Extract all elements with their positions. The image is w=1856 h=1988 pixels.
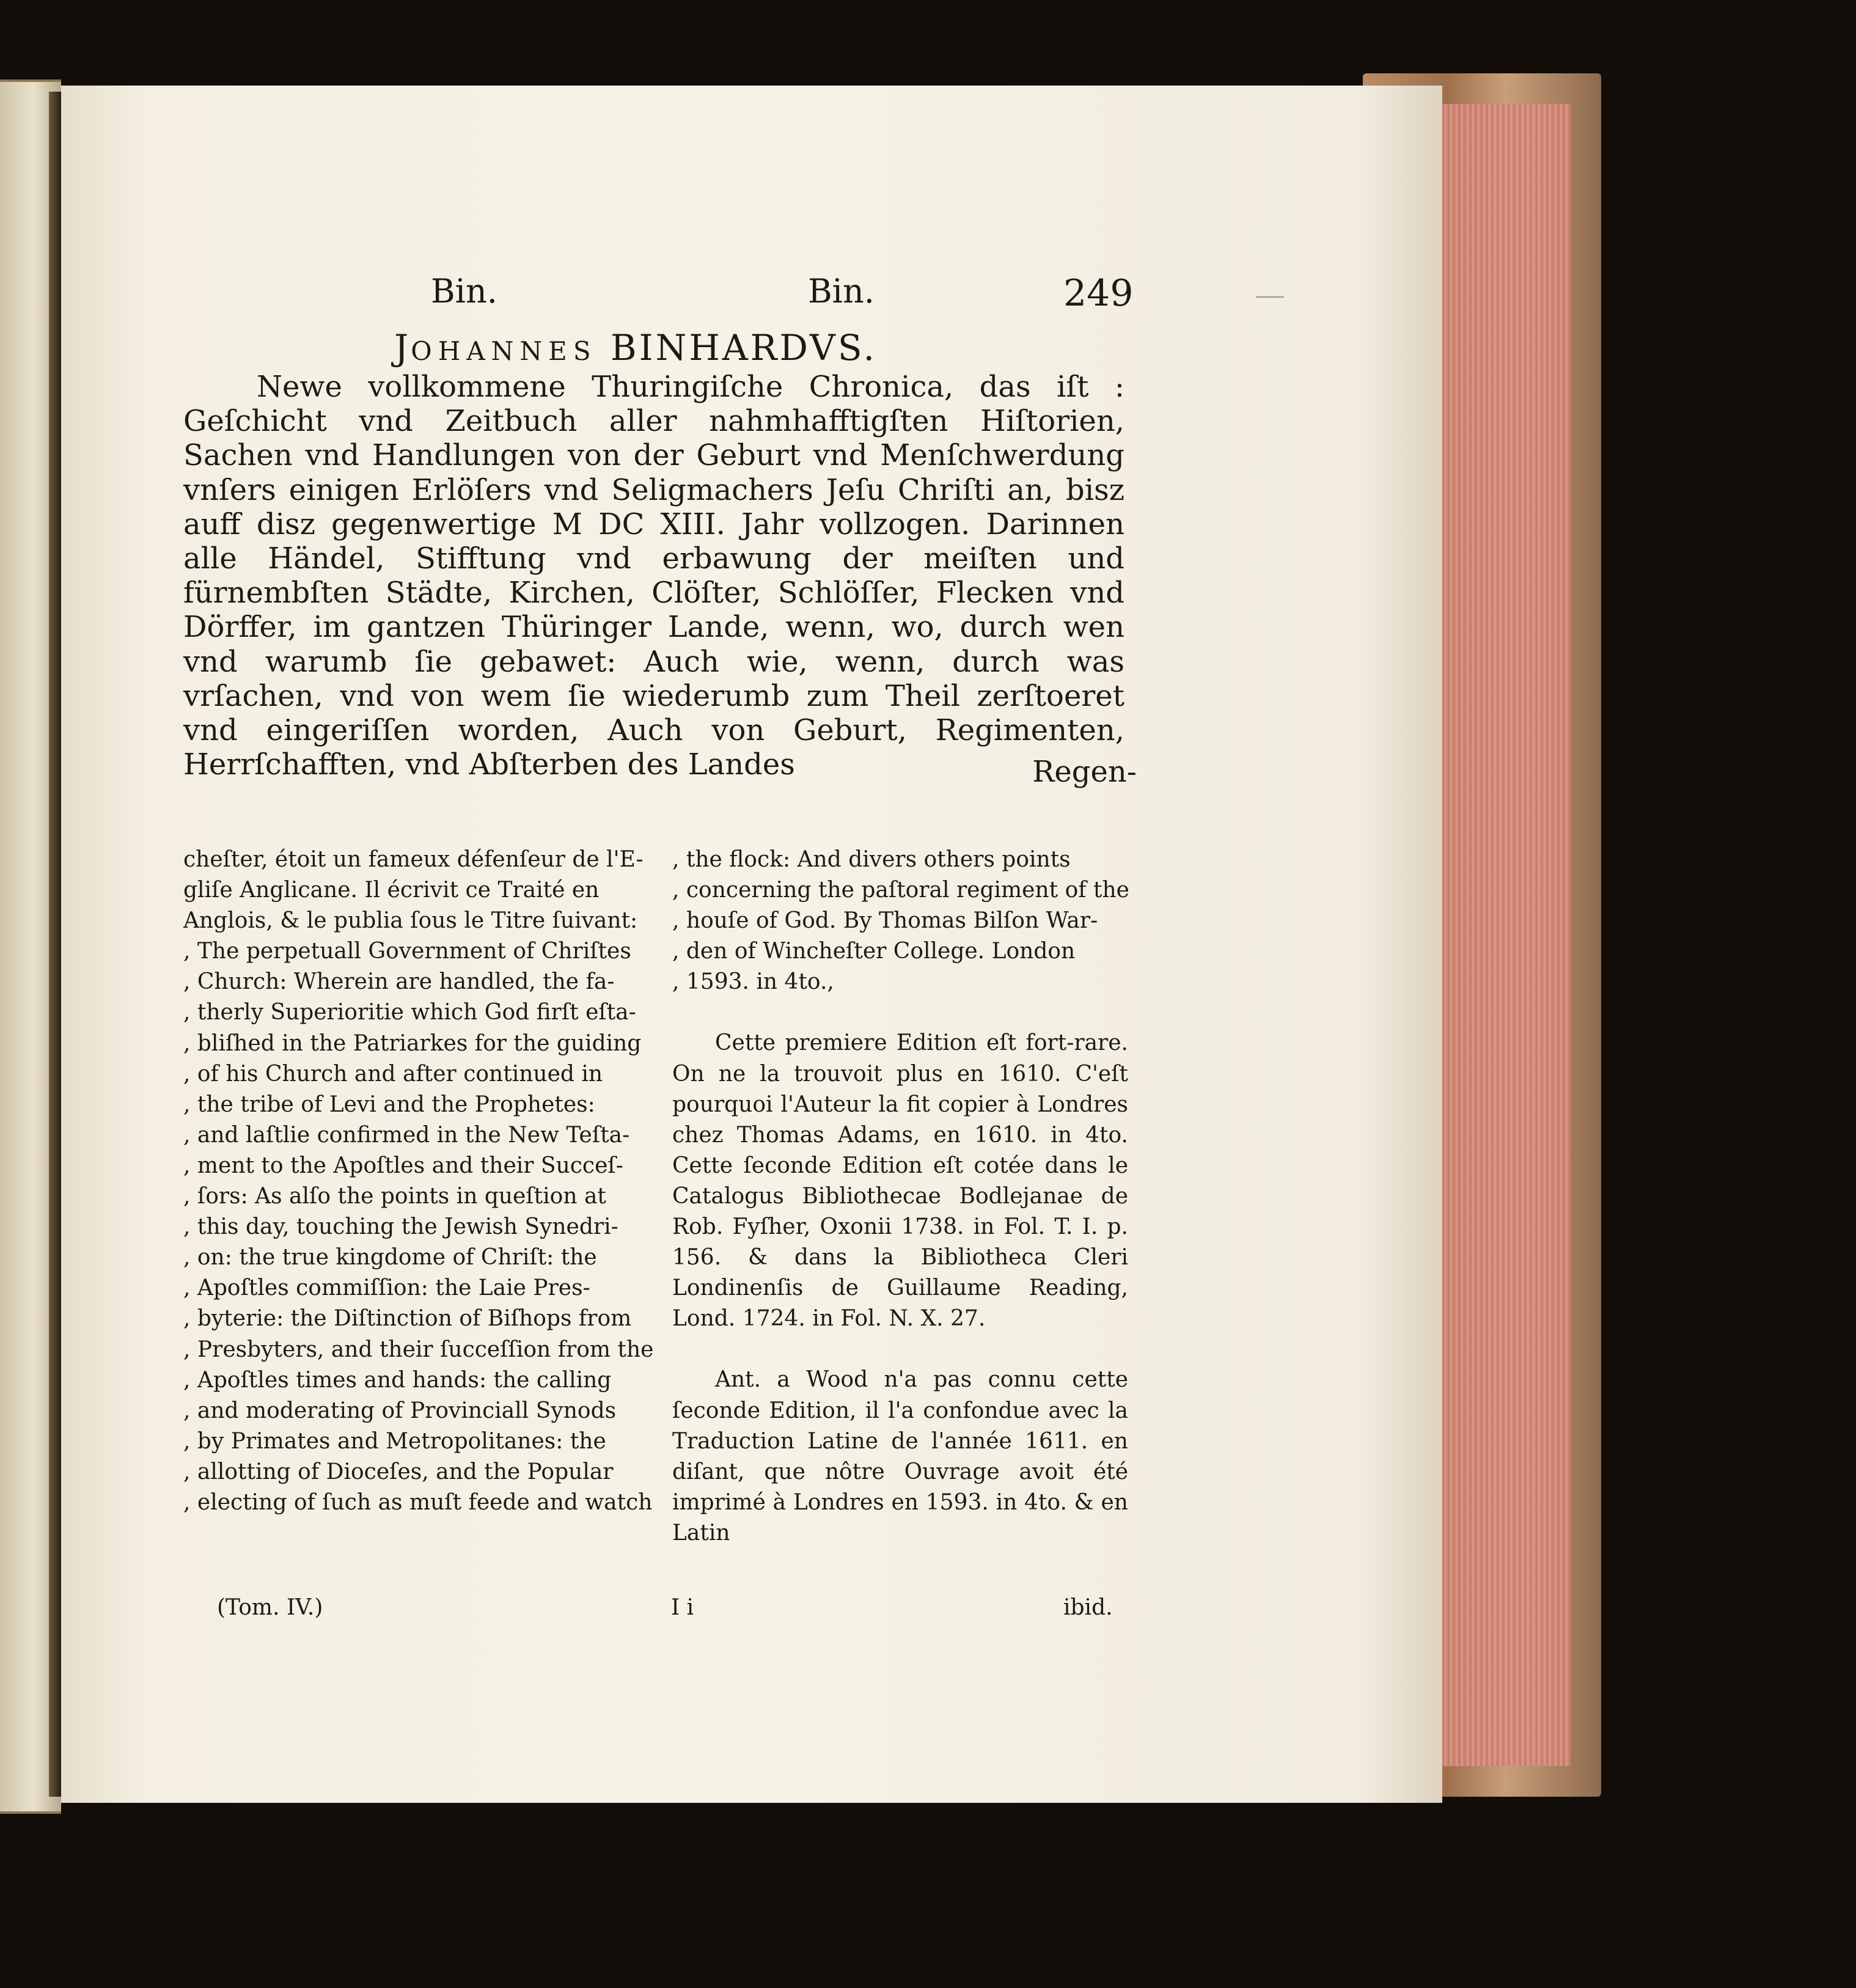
left-column-line: , electing of ſuch as muſt feede and watch (183, 1489, 653, 1515)
left-column-line: , Apoſtles commiſſion: the Laie Pres- (183, 1275, 590, 1301)
left-column-line: , and moderating of Provinciall Synods (183, 1398, 617, 1423)
left-column-line: , Apoſtles times and hands: the calling (183, 1367, 612, 1393)
right-column (672, 845, 1128, 1549)
left-column-line: , by Primates and Metropolitanes: the (183, 1428, 606, 1454)
book-title-description (183, 370, 1124, 782)
left-column-line: , The perpetuall Government of Chriſtes (183, 939, 631, 964)
quote-line: , the flock: And divers others points (672, 847, 1071, 872)
entry-heading (394, 327, 877, 369)
red-sprinkled-fore-edge (1436, 104, 1571, 1766)
left-column-line: , on: the true kingdome of Chriſt: the (183, 1245, 597, 1271)
left-column-line: cheſter, étoit un fameux défenſeur de l'E- (183, 847, 644, 872)
running-head-left: Bin. (431, 272, 497, 310)
left-column-line: Anglois, & le publia ſous le Titre ſuivant: (183, 908, 638, 934)
left-column-line: , the tribe of Levi and the Prophetes: (183, 1091, 595, 1117)
left-column-line: gliſe Anglicane. Il écrivit ce Traité en (183, 878, 600, 903)
quote-line: , den of Wincheſter College. London (672, 939, 1076, 964)
left-column-line: , Presbyters, and their ſucceſſion from the (183, 1337, 654, 1362)
entry-heading-surname: BINHARDVS. (611, 327, 877, 369)
signature-mark: I i (671, 1595, 694, 1620)
quote-line: , concerning the paſtoral regiment of the (672, 878, 1129, 903)
left-column-line: , of his Church and after continued in (183, 1061, 603, 1087)
left-column-line: , ment to the Apoſtles and their Succeſ- (183, 1153, 623, 1178)
left-column-line: , Church: Wherein are handled, the fa- (183, 969, 615, 995)
left-column-line: , byterie: the Diſtinction of Biſhops from (183, 1306, 632, 1332)
left-column-line: , allotting of Dioceſes, and the Popular (183, 1459, 614, 1484)
note-paragraph-edition: Cette premiere Edition eſt fort-rare. On ne la trouvoit plus en 1610. C'eſt pourquoi l'Auteur la fit copier à Londres chez Thomas Adams, en 1610. in 4to. Cette ſeconde Edition eſt cotée dans le Catalogus Bibliothecae Bodlejanae de Rob. Fyſher, Oxonii 1738. in Fol. T. I. p. 156. & dans la Bibliotheca Cleri Londinenſis de Guillaume Reading, Lond. 1724. in Fol. N. X. 27. (672, 1030, 1128, 1332)
book-title-text: Newe vollkommene Thuringiſche Chronica, das iſt : Geſchicht vnd Zeitbuch aller nahmhafftigſten Hiſtorien, Sachen vnd Handlungen von der Geburt vnd Menſchwerdung vnſers einigen Erlöſers vnd Seligmachers Jeſu Chriſti an, bisz auff disz gegenwertige M DC XIII. Jahr vollzogen. Darinnen alle Händel, Stifftung vnd erbawung der meiſten und fürnembſten Städte, Kirchen, Clöſter, Schlöſſer, Flecken vnd Dörffer, im gantzen Thüringer Lande, wenn, wo, durch wen vnd warumb ſie gebawet: Auch wie, wenn, durch was vrſachen, vnd von wem ſie wiederumb zum Theil zerſtoeret vnd eingeriſſen worden, Auch von Geburt, Regimenten, Herrſchafften, vnd Abſterben des Landes (183, 370, 1124, 782)
book-page (61, 86, 1442, 1803)
left-column-line: , bliſhed in the Patriarkes for the guiding (183, 1030, 642, 1056)
running-head-center: Bin. (808, 272, 875, 310)
quoted-title-continuation (672, 845, 1128, 997)
entry-heading-initial: J (394, 327, 411, 369)
entry-heading-first-name: OHANNES (411, 336, 597, 366)
left-column-line: , this day, touching the Jewish Synedri- (183, 1214, 618, 1240)
main-catchword: Regen- (1032, 755, 1137, 789)
footer-catchword: ibid. (1063, 1595, 1113, 1620)
left-column-line: , ſors: As alſo the points in queſtion at (183, 1184, 606, 1209)
left-column-line: , and laſtlie confirmed in the New Teſta- (183, 1122, 630, 1148)
margin-rule (1256, 296, 1284, 298)
left-column (183, 845, 654, 1518)
page-number: 249 (1063, 272, 1134, 315)
note-paragraph-wood: Ant. a Wood n'a pas connu cette ſeconde Edition, il l'a confondue avec la Traduction Latine de l'année 1611. en diſant, que nôtre Ouvrage avoit été imprimé à Londres en 1593. in 4to. & en Latin (672, 1367, 1128, 1546)
volume-marker: (Tom. IV.) (217, 1595, 323, 1620)
quote-line: , 1593. in 4to., (672, 969, 834, 995)
left-column-line: , therly Superioritie which God firſt eſta- (183, 1000, 636, 1025)
quote-line: , houſe of God. By Thomas Bilſon War- (672, 908, 1098, 934)
